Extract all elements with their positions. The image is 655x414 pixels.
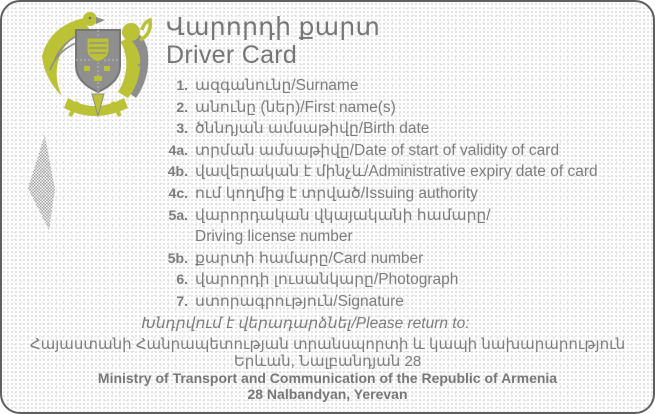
- ministry-name-english: Ministry of Transport and Communication of the Republic of Armenia: [97, 370, 558, 386]
- field-number: 5b.: [167, 249, 188, 266]
- field-label: ազգանունը/Surname: [195, 77, 359, 94]
- field-number: 5a.: [168, 206, 188, 223]
- field-label-line1: վարորդական վկայականի համարը/: [195, 206, 491, 224]
- field-number: 6.: [176, 271, 188, 288]
- field-row: [2, 269, 653, 291]
- field-row: [2, 97, 653, 119]
- field-label: վավերական է մինչև/Administrative expiry date of card: [195, 163, 598, 181]
- field-number: 3.: [176, 120, 188, 137]
- field-label: ում կողմից է տրված/Issuing authority: [195, 184, 478, 202]
- field-label: անունը (ներ)/First name(s): [195, 98, 396, 116]
- field-row: [2, 248, 653, 270]
- field-number: 1.: [176, 77, 188, 93]
- field-row: [2, 75, 653, 97]
- field-label: տրման ամսաթիվը/Date of start of validity of card: [195, 141, 560, 159]
- field-label: [188, 205, 491, 248]
- ministry-address-english: 28 Nalbandyan, Yerevan: [247, 386, 408, 402]
- field-label-line2: Driving license number: [195, 228, 353, 246]
- field-list: [2, 75, 653, 313]
- field-row: [2, 183, 653, 205]
- card-title-block: [166, 13, 380, 69]
- field-row: [2, 161, 653, 183]
- card-title-english: Driver Card: [166, 41, 298, 69]
- ministry-address-armenian: Երևան, Նալբանդյան 28: [233, 353, 422, 370]
- field-number: 7.: [176, 292, 188, 309]
- field-number: 4a.: [168, 141, 188, 158]
- footer: [2, 336, 653, 402]
- field-label: ստորագրություն/Signature: [195, 292, 404, 310]
- ministry-name-armenian: Հայաստանի Հանրապետության տրանսպորտի և կապի նախարարություն: [29, 336, 626, 353]
- return-note: Խնդրվում է վերադարձնել/Please return to:: [141, 315, 470, 332]
- field-row: [2, 205, 653, 248]
- field-number: 2.: [176, 98, 188, 115]
- field-row: [2, 140, 653, 162]
- field-row: [2, 291, 653, 313]
- field-number: 4b.: [167, 163, 188, 180]
- field-label: քարտի համարը/Card number: [195, 249, 424, 267]
- field-label: ծննդյան ամսաթիվը/Birth date: [195, 120, 430, 138]
- field-number: 4c.: [168, 184, 188, 201]
- field-row: [2, 118, 653, 140]
- card-title-armenian: Վարորդի քարտ: [166, 13, 381, 41]
- field-label: վարորդի լուսանկարը/Photograph: [195, 271, 459, 289]
